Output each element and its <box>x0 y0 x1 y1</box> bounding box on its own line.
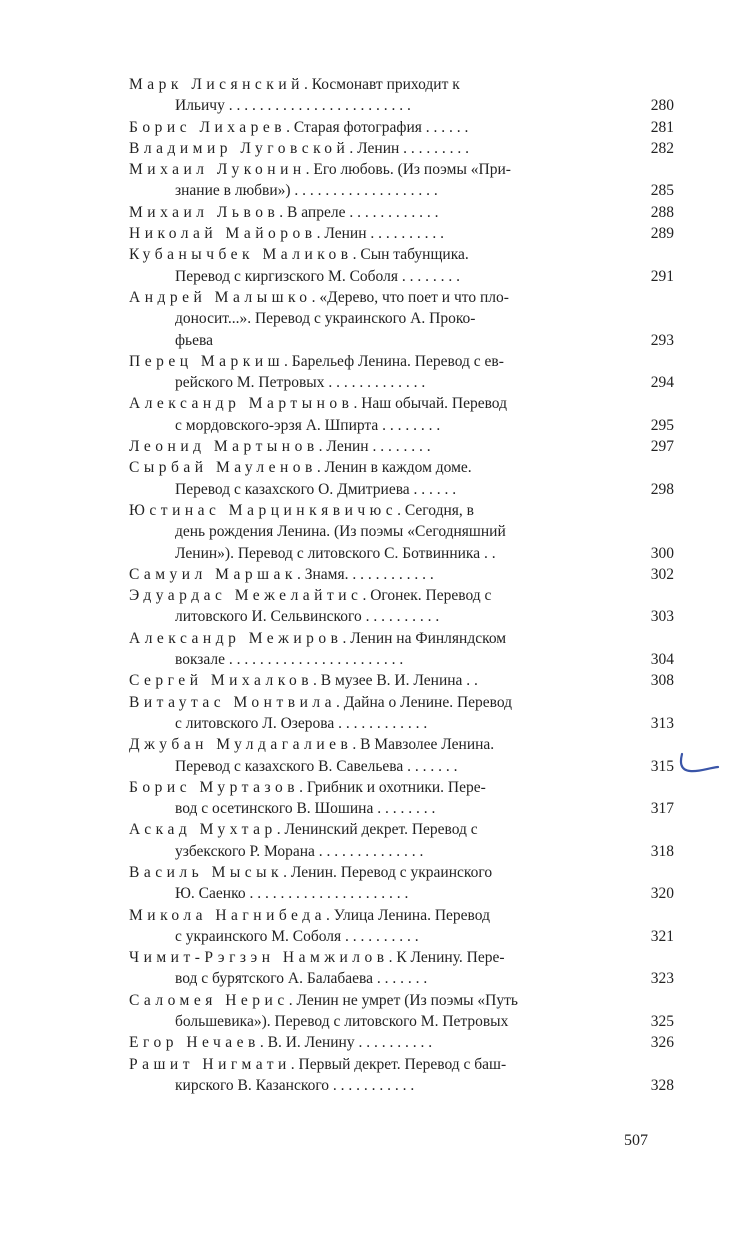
entry-title-text: вокзале . . . . . . . . . . . . . . . . . . . . . . . <box>175 651 404 669</box>
toc-entry-continuation-line <box>129 841 599 862</box>
entry-title-text: Первый декрет. Перевод с баш- <box>298 1055 507 1073</box>
toc-entry-continuation-line <box>129 479 599 500</box>
entry-title-text: К Ленину. Пере- <box>396 949 505 967</box>
page-number: 323 <box>650 970 674 988</box>
entry-title-text: Ленин»). Перевод с литовского С. Ботвинника . . <box>175 544 496 562</box>
toc-entry-first-line: Василь Мысык. Ленин. Перевод с украинского <box>129 863 493 881</box>
author-name: Борис Лихарев <box>129 118 287 136</box>
toc-entry <box>129 564 674 585</box>
toc-entry-continuation-line <box>129 798 599 819</box>
page-number: 295 <box>650 416 674 434</box>
entry-title-text: В Мавзолее Ленина. <box>360 736 495 754</box>
toc-entry-continuation-line <box>129 521 599 542</box>
entry-title-text: Ленин . . . . . . . . . . <box>324 225 445 243</box>
page-number: 303 <box>650 608 674 626</box>
author-name: Эдуардас Межелайтис <box>129 587 363 605</box>
toc-entry-first-line: Микола Нагнибеда. Улица Ленина. Перевод <box>129 906 490 924</box>
author-name: Юстинас Марцинкявичюс <box>129 501 398 519</box>
toc-entry-first-line: Владимир Луговской. Ленин . . . . . . . . . <box>129 139 470 157</box>
author-name: Марк Лисянский <box>129 76 304 93</box>
author-name: Аскад Мухтар <box>129 821 277 839</box>
page-number: 308 <box>650 672 674 690</box>
page-number: 298 <box>650 480 674 498</box>
entry-title-text: с мордовского-эрзя А. Шпирта . . . . . . . . <box>175 416 441 434</box>
toc-entry-first-line: Андрей Малышко. «Дерево, что поет и что пло- <box>129 288 509 306</box>
page-number: 320 <box>650 885 674 903</box>
toc-entry <box>129 159 674 202</box>
entry-title-text: Перевод с киргизского М. Соболя . . . . . . . . <box>175 267 460 285</box>
page-number: 282 <box>650 139 674 157</box>
toc-entry-first-line: Кубанычбек Маликов. Сын табунщика. <box>129 246 469 264</box>
entry-title-text: Ю. Саенко . . . . . . . . . . . . . . . . . . . . . <box>175 885 409 903</box>
page-number: 300 <box>650 544 674 562</box>
toc-entry-continuation-line <box>129 713 599 734</box>
page-number: 289 <box>650 225 674 243</box>
entry-title-text: рейского М. Петровых . . . . . . . . . . . . . <box>175 374 426 392</box>
toc-entry <box>129 670 674 691</box>
author-name: Михаил Львов <box>129 203 280 221</box>
toc-entry <box>129 244 674 287</box>
toc-entry-continuation-line <box>129 372 599 393</box>
entry-title-text: Знамя. . . . . . . . . . . . <box>304 565 434 583</box>
author-name: Микола Нагнибеда <box>129 906 326 924</box>
page-number: 304 <box>650 651 674 669</box>
entry-title-text: доносит...». Перевод с украинского А. Проко- <box>175 310 476 328</box>
entry-title-text: Ленин . . . . . . . . . <box>357 139 470 157</box>
entry-title-text: Грибник и охотники. Пере- <box>306 778 486 796</box>
toc-entry <box>129 905 674 948</box>
toc-entry-first-line: Михаил Львов. В апреле . . . . . . . . . . . . <box>129 203 439 221</box>
author-name: Самуил Маршак <box>129 565 297 583</box>
page-number: 302 <box>650 565 674 583</box>
toc-entry-first-line: Марк Лисянский. Космонавт приходит к <box>129 76 460 93</box>
toc-entry-continuation-line <box>129 968 599 989</box>
entry-title-text: Ленинский декрет. Перевод с <box>284 821 478 839</box>
toc-entry-first-line: Егор Нечаев. В. И. Ленину . . . . . . . . . . <box>129 1034 433 1052</box>
toc-entry <box>129 1054 674 1097</box>
page-folio: 507 <box>624 1132 648 1149</box>
author-name: Леонид Мартынов <box>129 438 319 456</box>
toc-entry <box>129 819 674 862</box>
entry-title-text: Ленин на Финляндском <box>350 629 507 647</box>
author-name: Михаил Луконин <box>129 161 306 179</box>
toc-entry-first-line: Перец Маркиш. Барельеф Ленина. Перевод с ев- <box>129 352 504 370</box>
toc-entry <box>129 862 674 905</box>
author-name: Сергей Михалков <box>129 672 314 690</box>
toc-entry <box>129 351 674 394</box>
entry-title-text: знание в любви») . . . . . . . . . . . . . . . . . . . <box>175 182 438 200</box>
toc-entry-continuation-line <box>129 1011 599 1032</box>
toc-entry <box>129 990 674 1033</box>
entry-title-text: Улица Ленина. Перевод <box>333 906 490 924</box>
toc-entry-first-line: Николай Майоров. Ленин . . . . . . . . . . <box>129 225 445 243</box>
toc-entry-continuation-line <box>129 330 599 351</box>
toc-entry-first-line: Эдуардас Межелайтис. Огонек. Перевод с <box>129 587 492 605</box>
toc-entry <box>129 947 674 990</box>
toc-entry <box>129 117 674 138</box>
entry-title-text: Перевод с казахского О. Дмитриева . . . . . . <box>175 480 457 498</box>
page-number: 317 <box>650 800 674 818</box>
toc-entry <box>129 74 674 117</box>
toc-entry-first-line: Саломея Нерис. Ленин не умрет (Из поэмы «Путь <box>129 991 518 1009</box>
author-name: Перец Маркиш <box>129 352 285 370</box>
entry-title-text: Сын табунщика. <box>360 246 469 264</box>
entry-title-text: литовского И. Сельвинского . . . . . . . . . . <box>175 608 440 626</box>
toc-entry-continuation-line <box>129 543 599 564</box>
toc-entry-first-line: Борис Муртазов. Грибник и охотники. Пере- <box>129 778 486 796</box>
author-name: Александр Мартынов <box>129 395 354 413</box>
toc-entry-first-line: Александр Мартынов. Наш обычай. Перевод <box>129 395 507 413</box>
toc-entry-continuation-line <box>129 649 599 670</box>
entry-title-text: Барельеф Ленина. Перевод с ев- <box>291 352 504 370</box>
page-number: 321 <box>650 927 674 945</box>
author-name: Рашит Нигмати <box>129 1055 291 1073</box>
toc-entry-continuation-line <box>129 926 599 947</box>
entry-title-text: с украинского М. Соболя . . . . . . . . . . <box>175 927 419 945</box>
entry-title-text: с литовского Л. Озерова . . . . . . . . . . . . <box>175 714 428 732</box>
entry-title-text: фьева <box>175 331 213 349</box>
toc-entry-continuation-line <box>129 266 599 287</box>
toc-entry-first-line: Леонид Мартынов. Ленин . . . . . . . . <box>129 438 431 456</box>
toc-entry <box>129 393 674 436</box>
toc-entry-continuation-line <box>129 180 599 201</box>
author-name: Василь Мысык <box>129 863 284 881</box>
entry-title-text: день рождения Ленина. (Из поэмы «Сегодняшний <box>175 523 506 541</box>
toc-entry-first-line: Борис Лихарев. Старая фотография . . . . . . <box>129 118 469 136</box>
entry-title-text: Ленин . . . . . . . . <box>326 438 431 456</box>
author-name: Чимит-Рэгзэн Намжилов <box>129 949 389 967</box>
toc-entry <box>129 202 674 223</box>
entry-title-text: узбекского Р. Морана . . . . . . . . . . . . . . <box>175 842 424 860</box>
entry-title-text: большевика»). Перевод с литовского М. Петровых <box>175 1013 509 1031</box>
toc-entry <box>129 692 674 735</box>
page-number: 318 <box>650 842 674 860</box>
entry-title-text: В музее В. И. Ленина . . <box>320 672 478 690</box>
toc-entry-first-line: Аскад Мухтар. Ленинский декрет. Перевод с <box>129 821 478 839</box>
toc-entry <box>129 628 674 671</box>
author-name: Витаутас Монтвила <box>129 693 336 711</box>
entry-title-text: Ленин не умрет (Из поэмы «Путь <box>296 991 518 1009</box>
entry-title-text: Сегодня, в <box>404 501 474 519</box>
page-number: 325 <box>650 1013 674 1031</box>
toc-entry <box>129 223 674 244</box>
page-number: 280 <box>650 97 674 115</box>
page-number: 281 <box>650 118 674 136</box>
toc-entry <box>129 287 674 351</box>
toc-entry <box>129 734 674 777</box>
page-number: 288 <box>650 203 674 221</box>
toc-entry-first-line: Юстинас Марцинкявичюс. Сегодня, в <box>129 501 474 519</box>
toc-entry-first-line: Михаил Луконин. Его любовь. (Из поэмы «При- <box>129 161 511 179</box>
toc-entry <box>129 138 674 159</box>
page-number: 293 <box>650 331 674 349</box>
entry-title-text: Космонавт приходит к <box>311 76 460 93</box>
author-name: Борис Муртазов <box>129 778 300 796</box>
toc-entry-first-line: Джубан Мулдагалиев. В Мавзолее Ленина. <box>129 736 495 754</box>
entry-title-text: вод с осетинского В. Шошина . . . . . . . . <box>175 800 436 818</box>
entry-title-text: В. И. Ленину . . . . . . . . . . <box>267 1034 433 1052</box>
page-number: 328 <box>650 1076 674 1094</box>
author-name: Александр Межиров <box>129 629 343 647</box>
toc-entry-continuation-line <box>129 415 599 436</box>
entry-title-text: Старая фотография . . . . . . <box>293 118 469 136</box>
pencil-mark-icon <box>676 752 720 778</box>
author-name: Егор Нечаев <box>129 1034 260 1052</box>
toc-entry-continuation-line <box>129 756 599 777</box>
entry-title-text: Ленин. Перевод с украинского <box>290 863 493 881</box>
author-name: Николай Майоров <box>129 225 317 243</box>
entry-title-text: Ильичу . . . . . . . . . . . . . . . . . . . . . . . . <box>175 97 411 115</box>
page-number: 315 <box>650 757 674 775</box>
page-number: 291 <box>650 267 674 285</box>
toc-entry-first-line: Чимит-Рэгзэн Намжилов. К Ленину. Пере- <box>129 949 505 967</box>
toc-entry <box>129 436 674 457</box>
toc-entry-continuation-line <box>129 95 599 116</box>
page-number: 326 <box>650 1034 674 1052</box>
entry-title-text: вод с бурятского А. Балабаева . . . . . . . <box>175 970 428 988</box>
page-number: 297 <box>650 438 674 456</box>
author-name: Саломея Нерис <box>129 991 289 1009</box>
toc-entry <box>129 585 674 628</box>
toc-entry <box>129 500 674 564</box>
entry-title-text: кирского В. Казанского . . . . . . . . . . . <box>175 1076 415 1094</box>
toc-entry-first-line: Сергей Михалков. В музее В. И. Ленина . . <box>129 672 478 690</box>
page-number: 294 <box>650 374 674 392</box>
entry-title-text: Дайна о Ленине. Перевод <box>343 693 513 711</box>
toc-entry-first-line: Сырбай Мауленов. Ленин в каждом доме. <box>129 459 472 477</box>
entry-title-text: Ленин в каждом доме. <box>324 459 472 477</box>
entry-title-text: Наш обычай. Перевод <box>361 395 507 413</box>
toc-entry-first-line: Самуил Маршак. Знамя. . . . . . . . . . . . <box>129 565 434 583</box>
page-number: 313 <box>650 714 674 732</box>
toc-entry-continuation-line <box>129 308 599 329</box>
toc-entry-continuation-line <box>129 883 599 904</box>
toc-entry-first-line: Витаутас Монтвила. Дайна о Ленине. Перевод <box>129 693 513 711</box>
toc-entry <box>129 1032 674 1053</box>
author-name: Кубанычбек Маликов <box>129 246 353 264</box>
toc-entry-first-line: Рашит Нигмати. Первый декрет. Перевод с баш- <box>129 1055 507 1073</box>
page-number: 285 <box>650 182 674 200</box>
toc-entry <box>129 777 674 820</box>
table-of-contents <box>129 74 674 1096</box>
entry-title-text: В апреле . . . . . . . . . . . . <box>287 203 439 221</box>
author-name: Джубан Мулдагалиев <box>129 736 353 754</box>
entry-title-text: Перевод с казахского В. Савельева . . . . . . . <box>175 757 458 775</box>
toc-entry-first-line: Александр Межиров. Ленин на Финляндском <box>129 629 507 647</box>
entry-title-text: Его любовь. (Из поэмы «При- <box>313 161 511 179</box>
entry-title-text: «Дерево, что поет и что пло- <box>319 288 509 306</box>
toc-entry <box>129 457 674 500</box>
entry-title-text: Огонек. Перевод с <box>370 587 492 605</box>
author-name: Андрей Малышко <box>129 288 312 306</box>
toc-entry-continuation-line <box>129 606 599 627</box>
toc-entry-continuation-line <box>129 1075 599 1096</box>
author-name: Сырбай Мауленов <box>129 459 317 477</box>
author-name: Владимир Луговской <box>129 139 350 157</box>
